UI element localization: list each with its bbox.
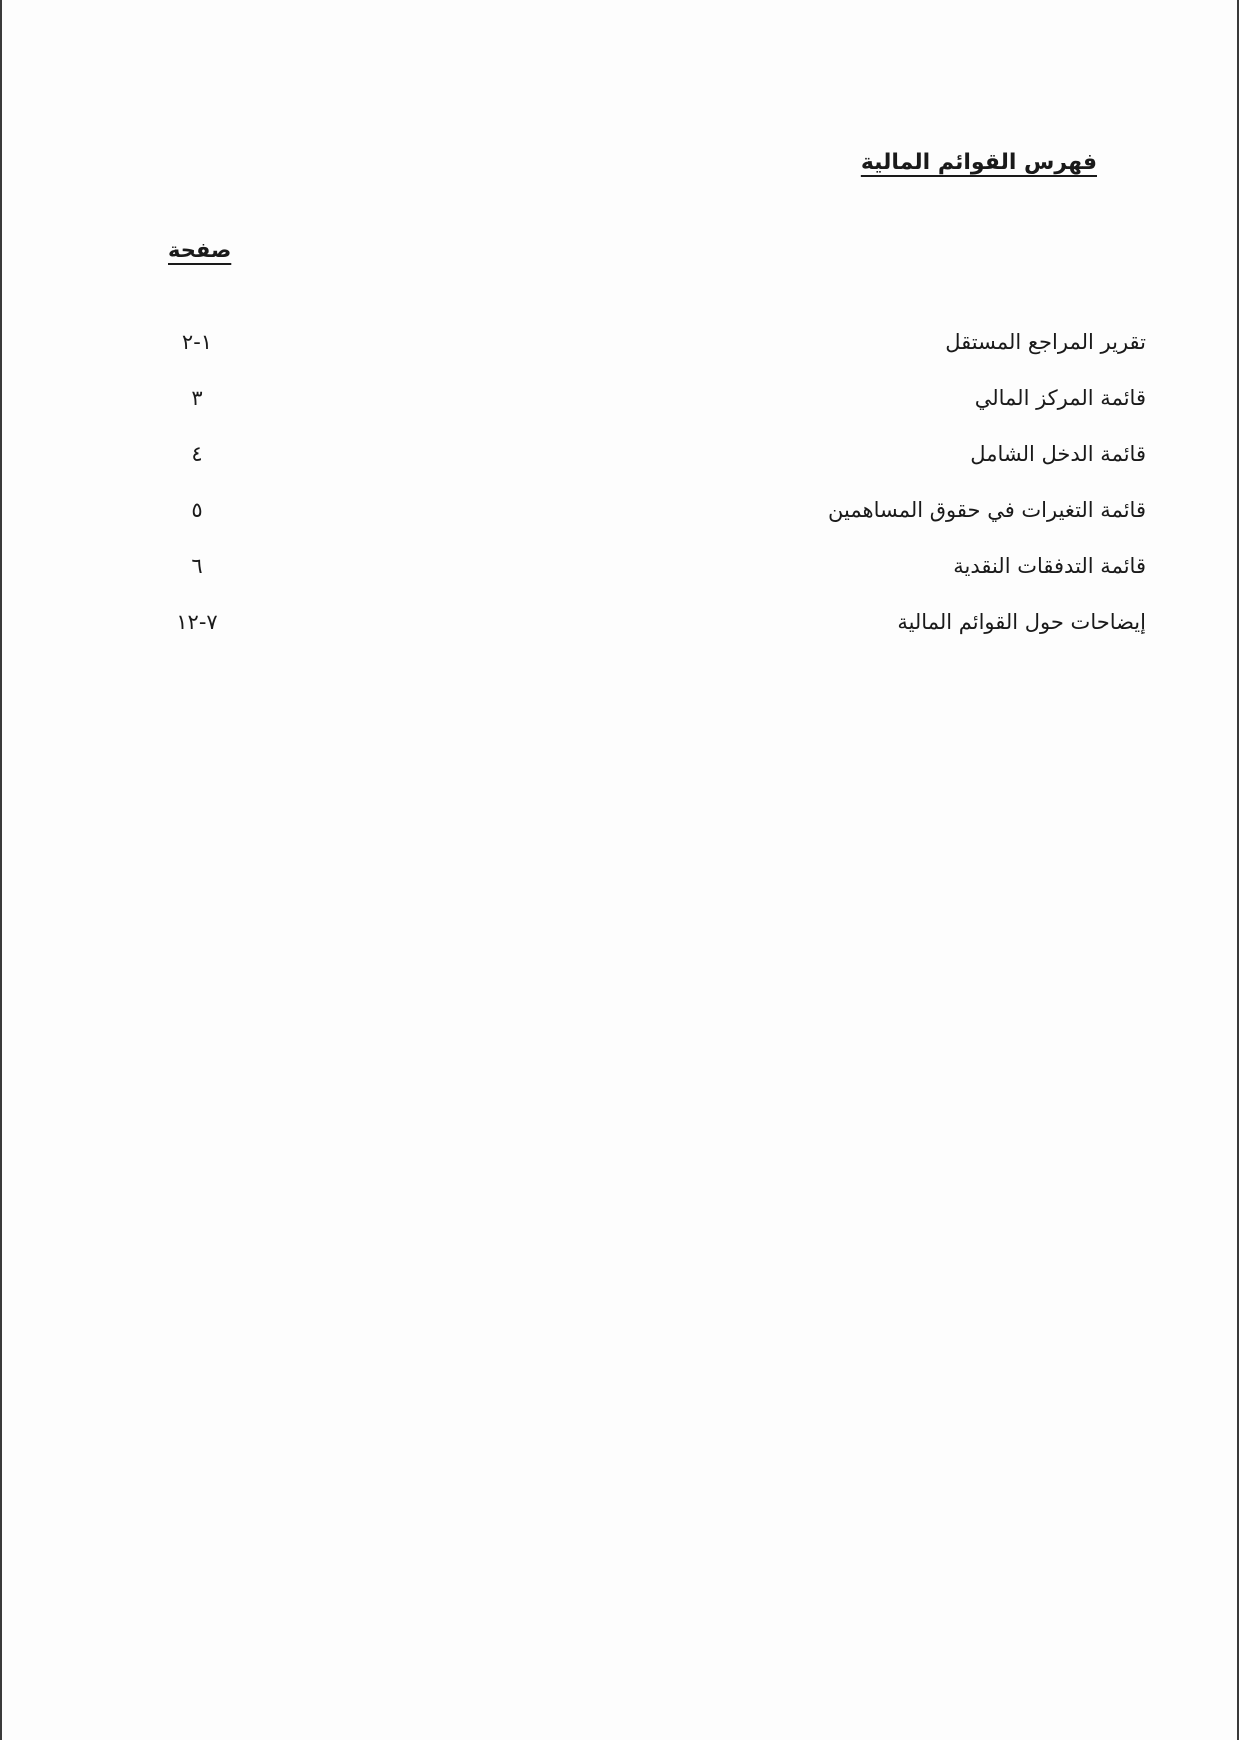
toc-entry-label: قائمة التغيرات في حقوق المساهمين [828,498,1146,522]
toc-entry-page: ٣ [191,386,203,410]
toc-entry-page: ٦ [191,554,203,578]
toc-entry-label: قائمة الدخل الشامل [970,442,1146,466]
toc-entry-label: قائمة التدفقات النقدية [953,554,1146,578]
toc-row [2,498,1239,538]
toc-row [2,554,1239,594]
page-column-header: صفحة [168,238,232,262]
toc-entry-page: ١-٢ [181,330,213,354]
toc-row [2,330,1239,370]
toc-row [2,610,1239,650]
toc-entry-label: إيضاحات حول القوائم المالية [897,610,1146,634]
toc-entry-page: ٧-١٢ [176,610,218,634]
document-title: فهرس القوائم المالية [860,150,1097,175]
toc-row [2,442,1239,482]
toc-entry-page: ٥ [191,498,203,522]
toc-row [2,386,1239,426]
toc-entry-label: تقرير المراجع المستقل [945,330,1146,354]
toc-entry-label: قائمة المركز المالي [974,386,1146,410]
toc-entry-page: ٤ [191,442,203,466]
